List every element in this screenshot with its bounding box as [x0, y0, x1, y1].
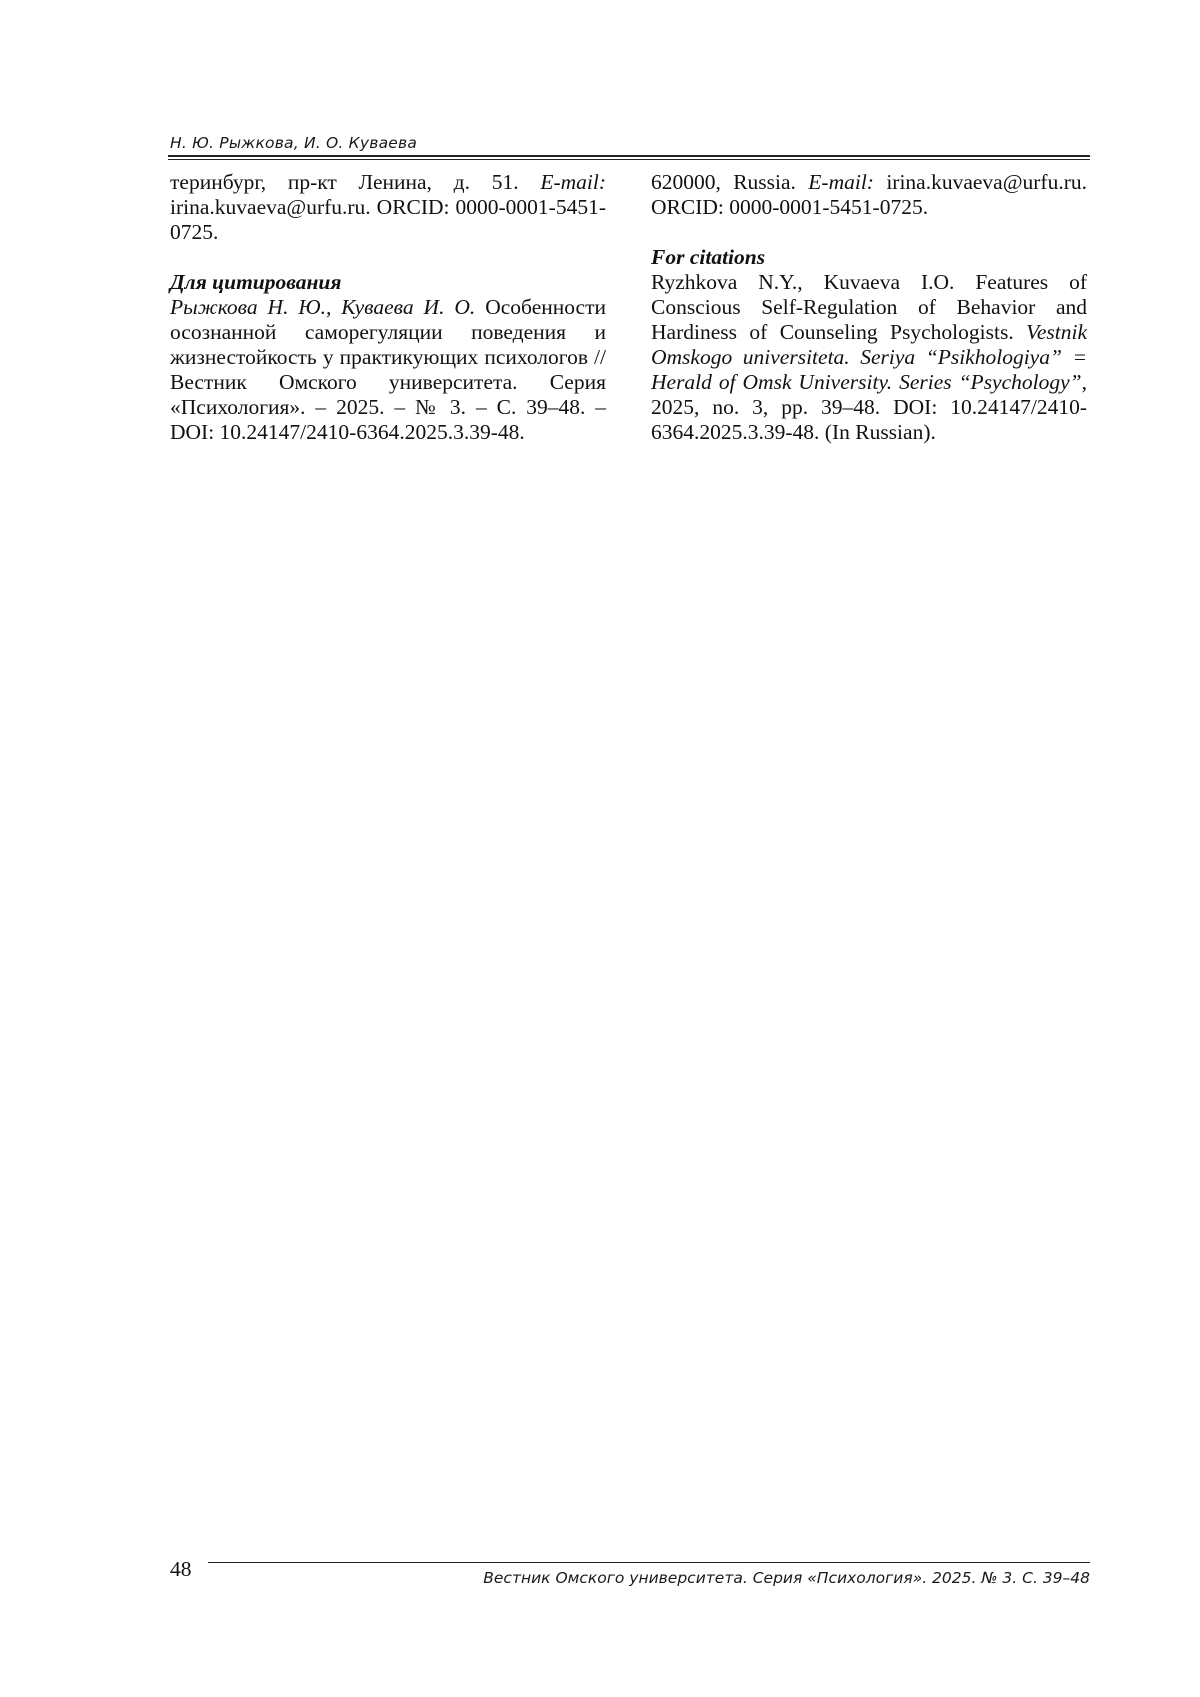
email-orcid: irina.kuvaeva@urfu.ru. ORCID: 0000-0001-5451-0725.: [651, 170, 1087, 219]
address-text: 620000, Russia.: [651, 170, 809, 194]
citation-en: [651, 270, 1087, 445]
citation-details: , 2025, no. 3, pp. 39–48. DOI: 10.24147/2410-6364.2025.3.39-48. (In Russian).: [651, 370, 1087, 444]
spacer: [170, 245, 606, 270]
left-column: [170, 170, 606, 445]
running-head: Н. Ю. Рыжкова, И. О. Куваева: [170, 134, 418, 152]
spacer: [651, 220, 1087, 245]
citation-text: Особенности осознанной саморегуляции поведения и жизнестойкость у практикующих психологов // Вестник Омского университета. Серия «Психология». – 2025. – № 3. – С. 39–48. – DOI: 10.24147/2410-6364.2025.3.39-48.: [170, 295, 606, 444]
email-label: E-mail:: [540, 170, 606, 194]
running-footer: Вестник Омского университета. Серия «Психология». 2025. № 3. С. 39–48: [483, 1569, 1090, 1587]
citation-authors: Рыжкова Н. Ю., Куваева И. О.: [170, 295, 476, 319]
right-column: [651, 170, 1087, 445]
citation-journal: Vestnik Omskogo universiteta. Seriya “Psikhologiya” = Herald of Omsk University. Series “Psychology”: [651, 320, 1087, 394]
header-rule-thin: [168, 159, 1090, 160]
header-rule: [168, 155, 1090, 157]
author-affiliation-en: [651, 170, 1087, 220]
email-label: E-mail:: [808, 170, 874, 194]
citation-heading-en: For citations: [651, 245, 766, 269]
citation-heading-ru: Для цитирования: [170, 270, 342, 294]
author-affiliation-ru: [170, 170, 606, 245]
page-number: 48: [170, 1557, 192, 1581]
citation-ru: [170, 295, 606, 445]
footer-rule: [208, 1562, 1090, 1563]
affiliation-text: теринбург, пр-кт Ленина, д. 51.: [170, 170, 541, 194]
citation-authors: Ryzhkova N.Y., Kuvaeva I.O. Features of Conscious Self-Regulation of Behavior and Hardiness of Counseling Psychologists.: [651, 270, 1087, 344]
email-orcid: irina.kuvaeva@urfu.ru. ORCID: 0000-0001-5451-0725.: [170, 195, 606, 244]
